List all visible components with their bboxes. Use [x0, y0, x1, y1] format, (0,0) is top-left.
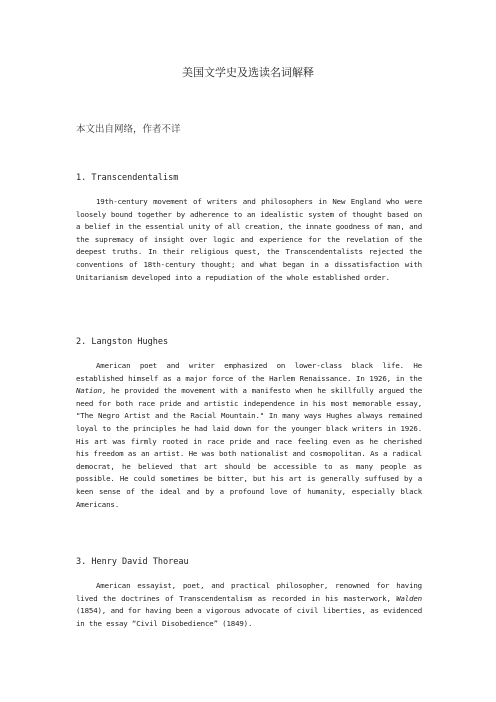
book-title: Walden — [396, 593, 422, 603]
source-note: 本文出自网络，作者不详 — [76, 124, 181, 135]
section-body — [76, 360, 422, 511]
body-text: American poet and writer emphasized on lower-class black life. He established himself as a major force of the Harlem Renaissance. In 1926, in the — [76, 361, 422, 383]
section-heading: 2. Langston Hughes — [76, 337, 169, 347]
section-body — [76, 580, 422, 630]
section-heading: 1. Transcendentalism — [76, 173, 179, 183]
document-title: 美国文学史及选读名词解释 — [182, 66, 314, 79]
body-text: American essayist, poet, and practical philosopher, renowned for having lived the doctrines of Transcendentalism as recorded in his masterwork, — [76, 581, 422, 603]
section-henry-david-thoreau — [76, 557, 422, 630]
section-heading: 3. Henry David Thoreau — [76, 557, 189, 567]
body-text: (1854), and for having been a vigorous advocate of civil liberties, as evidenced in the essay “Civil Disobedience” (1849). — [76, 606, 422, 628]
body-text: , he provided the movement with a manifesto when he skillfully argued the need for both race pride and artistic independence in his most memorable essay, "The Negro Artist and the Racial Mountain." In many ways Hughes always remained loyal to the principles he had laid down for the younger black writers in 1926. His art was firmly rooted in race pride and race feeling even as he cherished his freedom as an artist. He was both nationalist and cosmopolitan. As a radical democrat, he believed that art should be accessible to as many people as possible. He could sometimes be bitter, but his art is generally suffused by a keen sense of the ideal and by a profound love of humanity, especially black Americans. — [76, 386, 422, 509]
publication-title: Nation — [76, 386, 102, 396]
section-langston-hughes — [76, 337, 422, 511]
section-transcendentalism — [76, 173, 422, 284]
section-body: 19th-century movement of writers and philosophers in New England who were loosely bound together by adherence to an idealistic system of thought based on a belief in the essential unity of all creation, the innate goodness of man, and the supremacy of insight over logic and experience for the revelation of the deepest truths. In their religious quest, the Transcendentalists rejected the conventions of 18th-century thought; and what began in a dissatisfaction with Unitarianism developed into a repudiation of the whole established order. — [76, 197, 422, 282]
